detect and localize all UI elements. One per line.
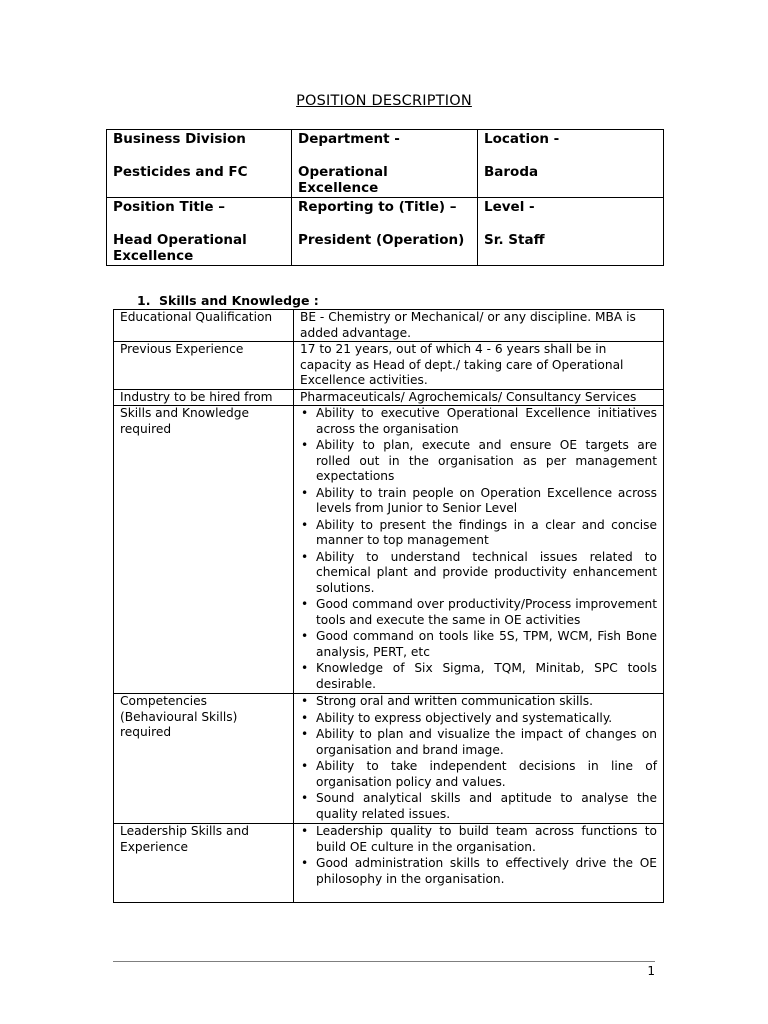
competencies-value xyxy=(294,694,664,824)
skills-table xyxy=(113,309,664,903)
skills-value xyxy=(294,406,664,694)
reporting-to-cell xyxy=(292,198,478,266)
experience-value: 17 to 21 years, out of which 4 - 6 years shall be in capacity as Head of dept./ taking care of Operational Excellence activities. xyxy=(294,342,664,390)
location-label: Location - xyxy=(484,131,560,147)
department-value: Operational Excellence xyxy=(298,164,388,196)
list-item: • Ability to plan and visualize the impact of changes on organisation and brand image. xyxy=(300,727,657,758)
competencies-list xyxy=(300,694,657,822)
list-item: • Sound analytical skills and aptitude to analyse the quality related issues. xyxy=(300,791,657,822)
leadership-value xyxy=(294,824,664,903)
list-item: • Good command over productivity/Process improvement tools and execute the same in OE activities xyxy=(300,597,657,628)
list-item: • Ability to take independent decisions in line of organisation policy and values. xyxy=(300,759,657,790)
table-row xyxy=(114,342,664,390)
position-title-cell xyxy=(107,198,292,266)
level-cell xyxy=(478,198,664,266)
leadership-list xyxy=(300,824,657,887)
location-cell xyxy=(478,130,664,198)
department-cell xyxy=(292,130,478,198)
table-row xyxy=(114,310,664,342)
footer-divider xyxy=(113,961,655,962)
business-division-value: Pesticides and FC xyxy=(113,164,248,180)
list-item: • Ability to express objectively and systematically. xyxy=(300,711,657,727)
section-title: Skills and Knowledge : xyxy=(159,293,319,308)
business-division-label: Business Division xyxy=(113,131,246,147)
competencies-label: Competencies (Behavioural Skills) required xyxy=(114,694,294,824)
table-row xyxy=(114,694,664,824)
list-item: • Knowledge of Six Sigma, TQM, Minitab, SPC tools desirable. xyxy=(300,661,657,692)
location-value: Baroda xyxy=(484,164,539,180)
experience-label: Previous Experience xyxy=(114,342,294,390)
list-item: • Ability to train people on Operation Excellence across levels from Junior to Senior Level xyxy=(300,486,657,517)
table-row xyxy=(114,389,664,406)
page-number: 1 xyxy=(647,964,655,978)
department-label: Department - xyxy=(298,131,400,147)
header-row xyxy=(107,198,664,266)
list-item: • Strong oral and written communication skills. xyxy=(300,694,657,710)
position-title-value: Head Operational Excellence xyxy=(113,232,247,264)
list-item: • Ability to understand technical issues related to chemical plant and provide productivity enhancement solutions. xyxy=(300,550,657,597)
section-number: 1. xyxy=(137,293,151,308)
list-item: • Ability to present the findings in a clear and concise manner to top management xyxy=(300,518,657,549)
list-item: • Ability to plan, execute and ensure OE targets are rolled out in the organisation as per management expectations xyxy=(300,438,657,485)
list-item: • Leadership quality to build team across functions to build OE culture in the organisation. xyxy=(300,824,657,855)
industry-label: Industry to be hired from xyxy=(114,389,294,406)
header-row xyxy=(107,130,664,198)
position-title-label: Position Title – xyxy=(113,199,226,215)
table-row xyxy=(114,406,664,694)
education-label: Educational Qualification xyxy=(114,310,294,342)
position-header-table xyxy=(106,129,664,266)
reporting-to-label: Reporting to (Title) – xyxy=(298,199,457,215)
section-heading xyxy=(137,293,319,308)
level-label: Level - xyxy=(484,199,535,215)
page-title: POSITION DESCRIPTION xyxy=(296,93,472,109)
list-item: • Good command on tools like 5S, TPM, WCM, Fish Bone analysis, PERT, etc xyxy=(300,629,657,660)
industry-value: Pharmaceuticals/ Agrochemicals/ Consultancy Services xyxy=(294,389,664,406)
table-row xyxy=(114,824,664,903)
list-item: • Good administration skills to effectively drive the OE philosophy in the organisation. xyxy=(300,856,657,887)
reporting-to-value: President (Operation) xyxy=(298,232,465,248)
education-value: BE - Chemistry or Mechanical/ or any discipline. MBA is added advantage. xyxy=(294,310,664,342)
skills-list xyxy=(300,406,657,692)
skills-label: Skills and Knowledge required xyxy=(114,406,294,694)
list-item: • Ability to executive Operational Excellence initiatives across the organisation xyxy=(300,406,657,437)
level-value: Sr. Staff xyxy=(484,232,545,248)
leadership-label: Leadership Skills and Experience xyxy=(114,824,294,903)
business-division-cell xyxy=(107,130,292,198)
